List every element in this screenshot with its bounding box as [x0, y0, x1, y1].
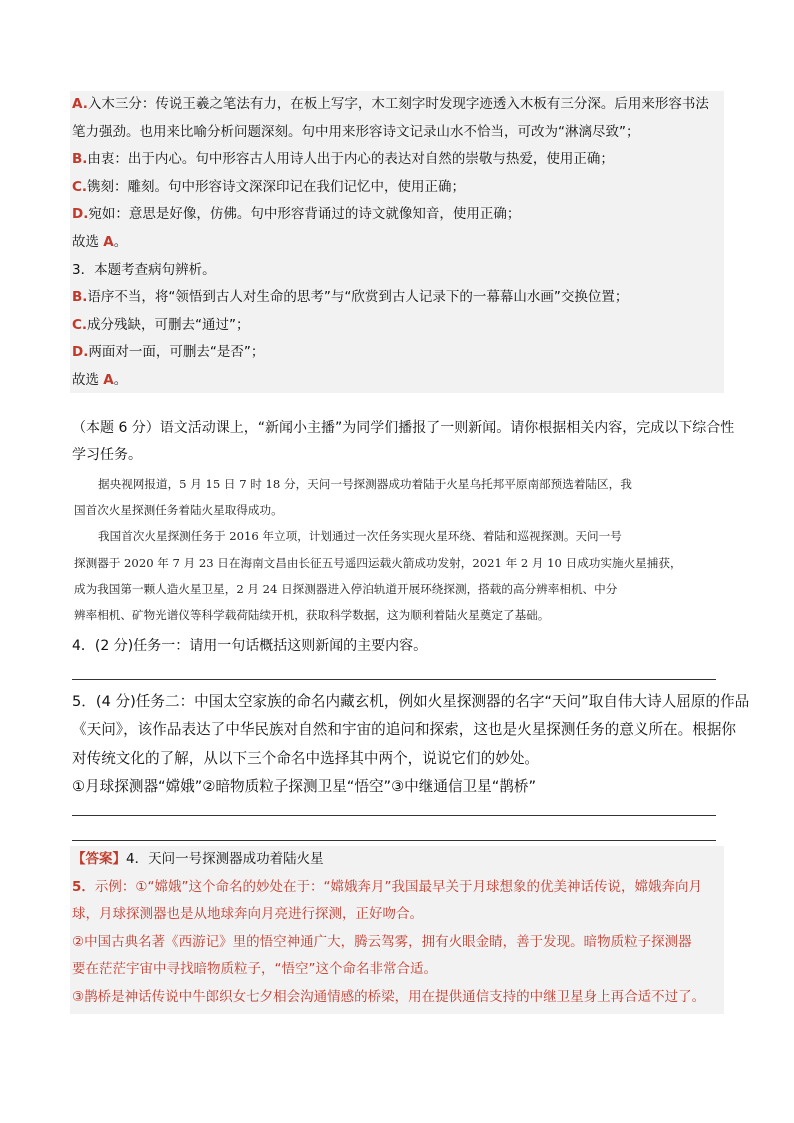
- answer-line: ②中国古典名著《西游记》里的悟空神通广大，腾云驾雾，拥有火眼金睛，善于发现。暗物质粒子探测器: [72, 933, 692, 950]
- question-5-line-2: 《天问》，该作品表达了中华民族对自然和宇宙的追问和探索，这也是火星探测任务的意义所在。根据你: [72, 721, 737, 739]
- answer-line-q5-1: [72, 815, 716, 816]
- answer-line: B.语序不当，将“领悟到古人对生命的思考”与“欣赏到古人记录下的一幕幕山水画”交换位置；: [72, 289, 629, 306]
- answer-tag: 【答案】: [72, 851, 126, 867]
- answer-block-1: [70, 91, 724, 393]
- question-5: [72, 688, 750, 802]
- news-p1-line-2: 国首次火星探测任务着陆火星取得成功。: [74, 503, 283, 518]
- question-intro: [72, 415, 735, 469]
- question-5-options: ①月球探测器“嫦娥”②暗物质粒子探测卫星“悟空”③中继通信卫星“鹊桥”: [72, 778, 537, 796]
- answer-line: 故选 A。: [72, 371, 128, 388]
- question-5-line-1: 5．(4 分)任务二：中国太空家族的命名内藏玄机，例如火星探测器的名字“天问”取自伟大诗人屈原的作品: [72, 693, 750, 710]
- question-5-line-3: 对传统文化的了解，从以下三个命名中选择其中两个，说说它们的妙处。: [72, 749, 540, 767]
- news-p2-line-4: 辨率相机、矿物光谱仪等科学载荷陆续开机，获取科学数据，这为顺利着陆火星奠定了基础。: [74, 608, 550, 623]
- answer-line: 故选 A。: [72, 233, 128, 250]
- news-p1-line-1: 据央视网报道，5 月 15 日 7 时 18 分，天问一号探测器成功着陆于火星乌托邦平原南部预选着陆区，我: [98, 477, 632, 491]
- question-intro-line-2: 学习任务。: [72, 447, 142, 463]
- answer-line: 【答案】4．天问一号探测器成功着陆火星: [72, 851, 324, 867]
- answer-line: 要在茫茫宇宙中寻找暗物质粒子，“悟空”这个命名非常合适。: [72, 961, 437, 978]
- answer-line: 5．示例：①“嫦娥”这个命名的妙处在于：“嫦娥奔月”我国最早关于月球想象的优美神话传说，嫦娥奔向月: [72, 878, 702, 895]
- question-4-text: 4．(2 分)任务一：请用一句话概括这则新闻的主要内容。: [72, 638, 428, 654]
- answer-line: 3．本题考查病句辨析。: [72, 261, 216, 278]
- question-4: [72, 633, 722, 660]
- news-passage: [74, 471, 720, 628]
- answer-line-q5-2: [72, 840, 716, 841]
- answer-line: 球，月球探测器也是从地球奔向月亮进行探测，正好吻合。: [72, 906, 423, 923]
- answer-line-q4: [72, 679, 716, 680]
- news-p2-line-1: 我国首次火星探测任务于 2016 年立项，计划通过一次任务实现火星环绕、着陆和巡视探测。天问一号: [98, 529, 622, 544]
- question-intro-line-1: （本题 6 分）语文活动课上，“新闻小主播”为同学们播报了一则新闻。请你根据相关内容，完成以下综合性: [72, 420, 735, 436]
- answer-block-2: [70, 846, 724, 1014]
- answer-line: D.两面对一面，可删去“是否”；: [72, 344, 265, 361]
- answer-line: C.镌刻：雕刻。句中形容诗文深深印记在我们记忆中，使用正确；: [72, 178, 466, 195]
- answer-line: 笔力强劲。也用来比喻分析问题深刻。句中用来形容诗文记录山水不恰当，可改为“淋漓尽致”；: [72, 123, 640, 140]
- news-p2-line-3: 成为我国第一颗人造火星卫星，2 月 24 日探测器进入停泊轨道开展环绕探测，搭载的高分辨率相机、中分: [74, 581, 618, 596]
- answer-line: ③鹊桥是神话传说中牛郎织女七夕相会沟通情感的桥梁，用在提供通信支持的中继卫星身上再合适不过了。: [72, 988, 706, 1005]
- answer-line: B.由衷：出于内心。句中形容古人用诗人出于内心的表达对自然的崇敬与热爱，使用正确；: [72, 151, 614, 168]
- answer-line: A.入木三分：传说王羲之笔法有力，在板上写字，木工刻字时发现字迹透入木板有三分深。后用来形容书法: [72, 96, 709, 112]
- answer-line: D.宛如：意思是好像，仿佛。句中形容背诵过的诗文就像知音，使用正确；: [72, 206, 521, 223]
- news-p2-line-2: 探测器于 2020 年 7 月 23 日在海南文昌由长征五号遥四运载火箭成功发射，2021 年 2 月 10 日成功实施火星捕获，: [74, 555, 682, 570]
- answer-line: C.成分残缺，可删去“通过”；: [72, 316, 250, 333]
